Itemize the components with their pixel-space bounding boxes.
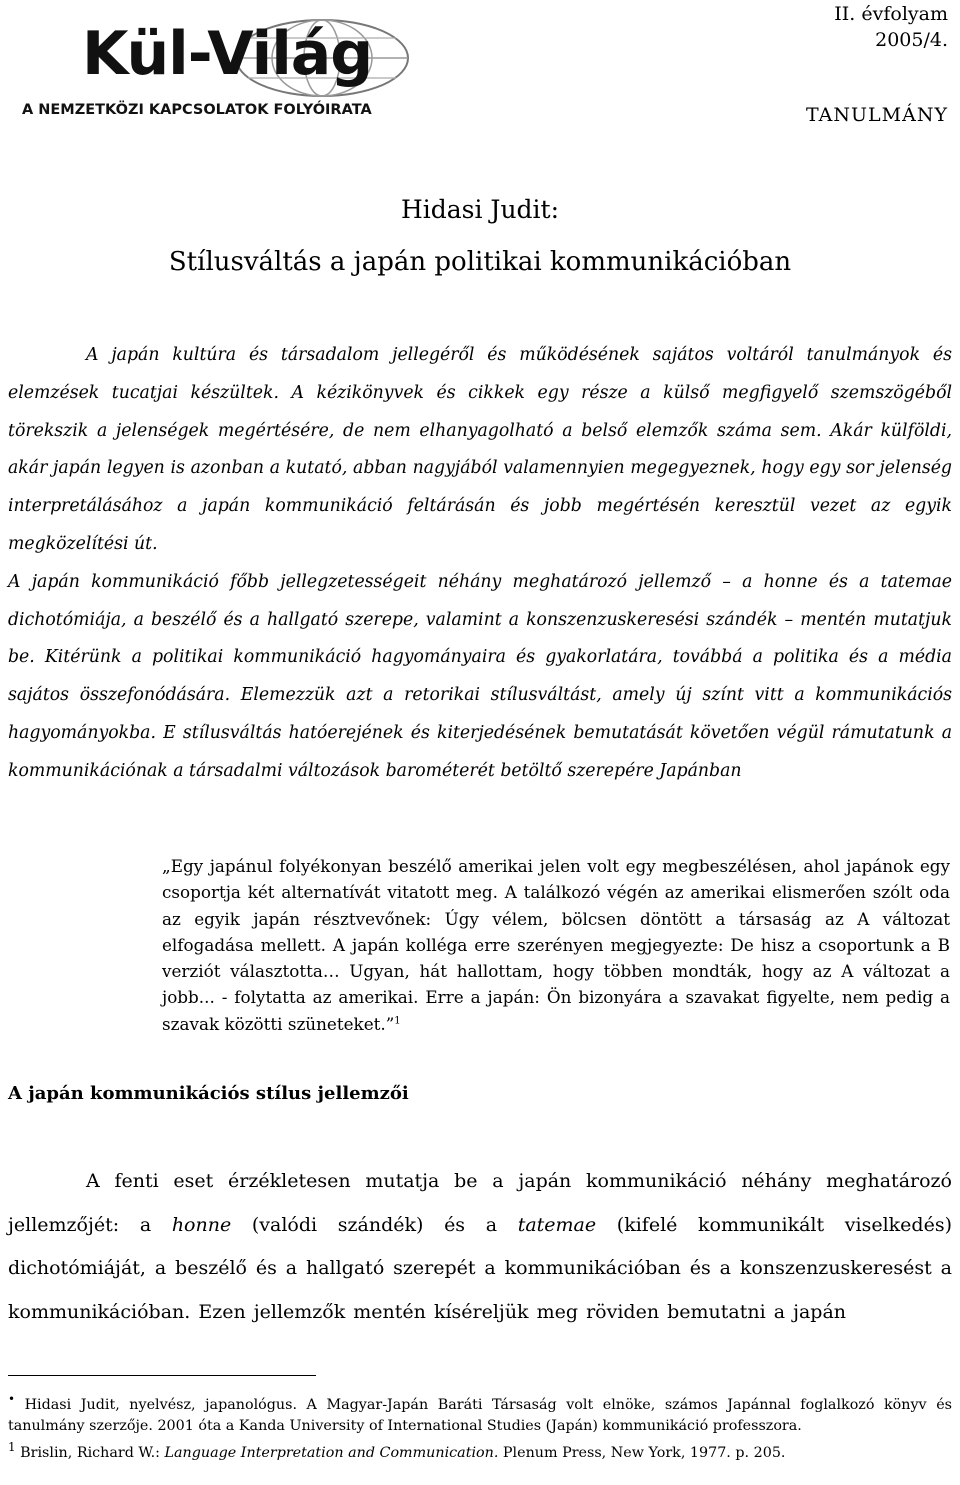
logo-title: Kül-Világ: [82, 19, 373, 89]
footnote-author-text: Hidasi Judit, nyelvész, japanológus. A Magyar-Japán Baráti Társaság volt elnöke, számos Japánnal foglalkozó könyv és tanulmány szerzője. 2001 óta a Kanda University of International Studies (Japán) kommunikáció professzora.: [8, 1396, 952, 1434]
body-text-part: (kifelé kommunikált viselkedés) dichotómiáját, a beszélő és a hallgató szerepét a kommunikációban és a konszenzuskeresést a kommunikációban. Ezen jellemzők mentén kíséreljük meg röviden bemutatni a japán: [8, 1213, 952, 1323]
footnote-ref: 1: [394, 1015, 401, 1027]
footnote-1-author: Brislin, Richard W.:: [15, 1444, 165, 1461]
author-heading: Hidasi Judit:: [400, 195, 560, 224]
logo-subtitle: A NEMZETKÖZI KAPCSOLATOK FOLYÓIRATA: [22, 102, 372, 118]
abstract-paragraph-2: A japán kommunikáció főbb jellegzetességeit néhány meghatározó jellemző – a honne és a tatemae dichotómiája, a beszélő és a hallgató szerepe, valamint a konszenzuskeresési szándék – mentén mutatjuk be. Kitérünk a politikai kommunikáció hagyományaira és gyakorlatára, továbbá a politika és a média sajátos összefonódására. Elemezzük azt a retorikai stílusváltást, amely új színt vitt a kommunikációs hagyományokba. E stílusváltás hatóerejének és kiterjedésének bemutatását követően végül rámutatunk a kommunikációnak a társadalmi változások barométerét betöltő szerepére Japánban: [8, 571, 952, 781]
issue-label: 2005/4.: [875, 29, 948, 51]
abstract-paragraph-1: A japán kultúra és társadalom jellegéről és működésének sajátos voltáról tanulmányok és elemzések tucatjai készültek. A kézikönyvek és cikkek egy része a külső megfigyelő szemszögéből törekszik a jelenségek megértésére, de nem elhanyagolható a belső elemzők száma sem. Akár külföldi, akár japán legyen is azonban a kutató, abban nagyjából valamennyien megegyeznek, hogy egy sor jelenség interpretálásához a japán kommunikáció feltárásán és jobb megértésén keresztül vezet az egyik megközelítési út.: [8, 345, 952, 554]
footnotes: [8, 1389, 952, 1464]
footnote-author: [8, 1389, 952, 1437]
footnote-1: [8, 1437, 952, 1464]
body-text-part: (valódi szándék) és a: [231, 1213, 518, 1236]
journal-logo: [22, 16, 432, 124]
section-heading: A japán kommunikációs stílus jellemzői: [8, 1083, 409, 1104]
footnote-divider: [8, 1375, 316, 1376]
article-title: Stílusváltás a japán politikai kommunikációban: [168, 247, 792, 277]
body-text-part: A fenti eset érzékletesen mutatja be a japán kommunikáció néhány meghatározó jellemzőjét: a: [8, 1170, 952, 1236]
footnote-number: 1: [8, 1439, 16, 1454]
term-honne: honne: [171, 1213, 232, 1236]
block-quote: [162, 853, 950, 1037]
category-label: TANULMÁNY: [806, 104, 948, 126]
volume-label: II. évfolyam: [834, 3, 948, 25]
bullet-icon: •: [8, 1392, 16, 1406]
body-text: [8, 1160, 952, 1334]
term-tatemae: tatemae: [517, 1213, 597, 1236]
quote-text: „Egy japánul folyékonyan beszélő amerikai jelen volt egy megbeszélésen, ahol japánok egy csoportja két alternatívát vitatott meg. A találkozó végén az amerikai elismerően szólt oda az egyik japán résztvevőnek: Úgy vélem, bölcsen döntött a társaság az A változat elfogadása mellett. A japán kolléga erre szerényen megjegyezte: De hisz a csoportunk a B verziót választotta… Ugyan, hát hallottam, hogy többen mondták, hogy az A változat a jobb... - folytatta az amerikai. Erre a japán: Ön bizonyára a szavakat figyelte, nem pedig a szavak közötti szüneteket.”: [162, 856, 950, 1034]
footnote-1-title: Language Interpretation and Communication.: [164, 1444, 499, 1461]
abstract: [8, 337, 952, 791]
footnote-1-rest: Plenum Press, New York, 1977. p. 205.: [498, 1444, 786, 1461]
body-paragraph: [8, 1160, 952, 1334]
